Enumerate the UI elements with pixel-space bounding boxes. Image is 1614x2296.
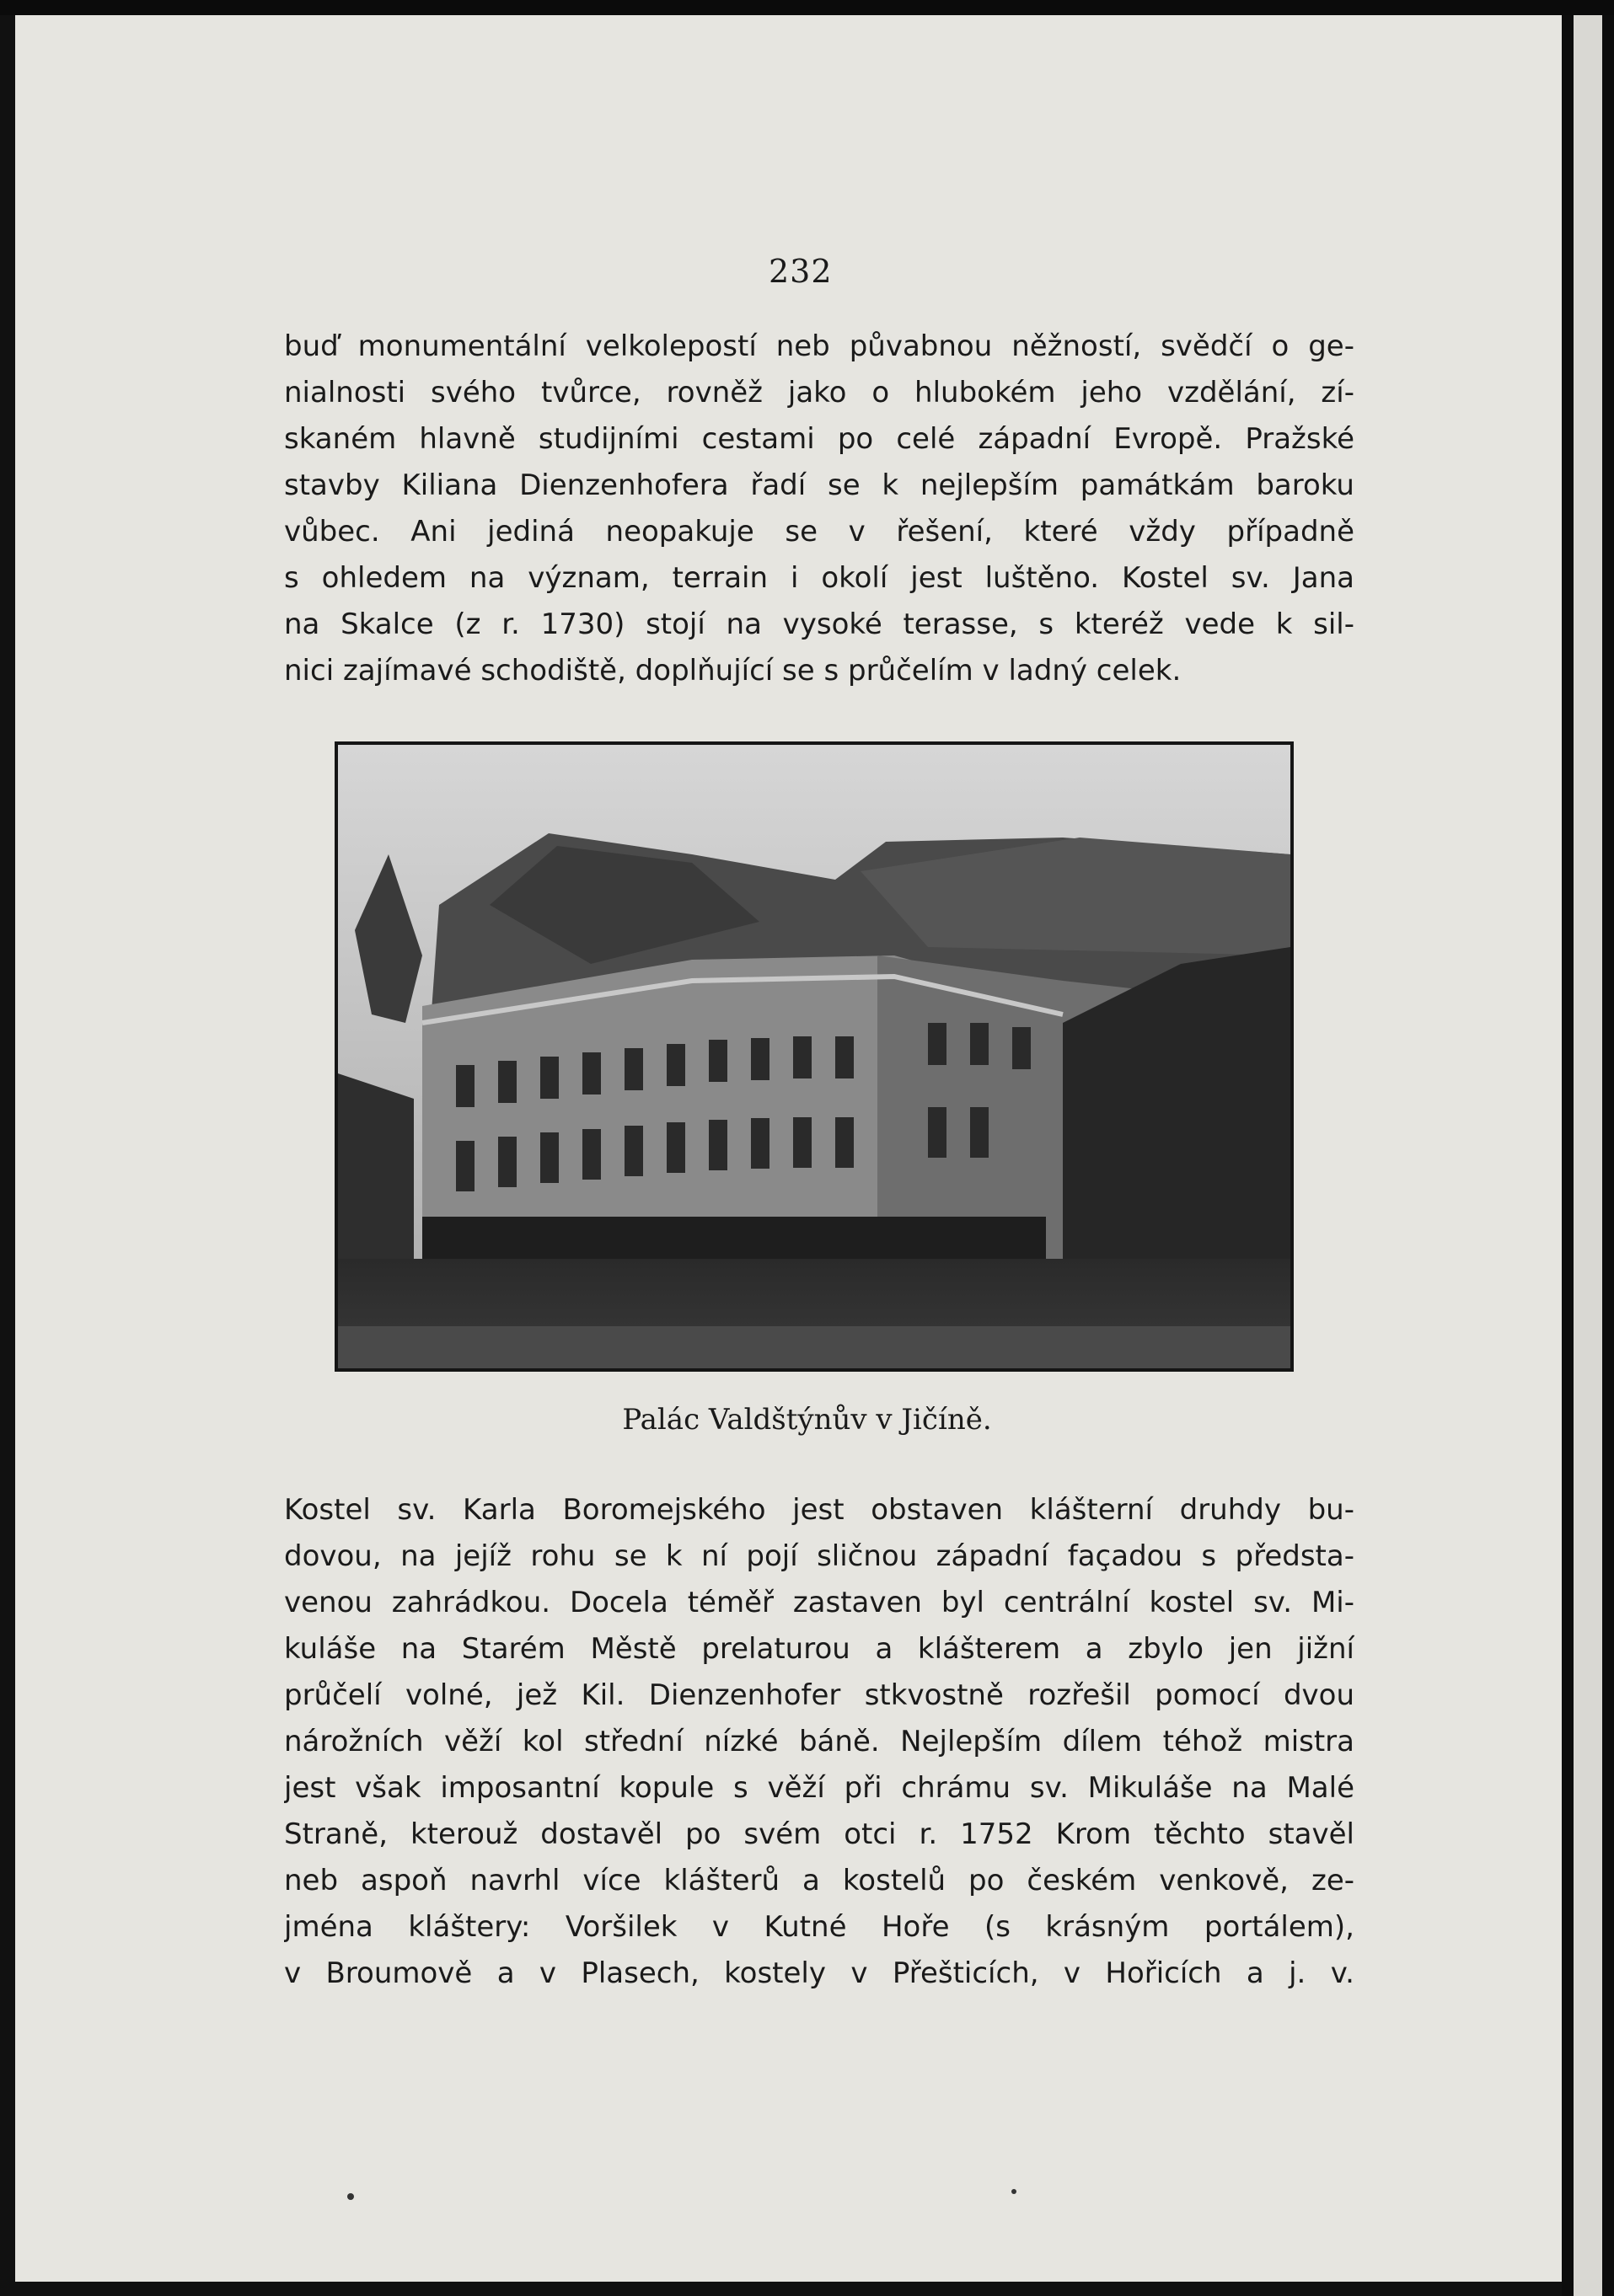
palace-photo-illustration	[338, 745, 1290, 1368]
text-line: jest však imposantní kopule s věží při chrámu sv. Mikuláše na Malé	[284, 1771, 1354, 1805]
text-line: průčelí volné, jež Kil. Dienzenhofer stkvostně rozřešil pomocí dvou	[284, 1678, 1354, 1712]
palace-photograph	[335, 741, 1294, 1372]
paragraph-2	[284, 1487, 1354, 1997]
paragraph-1	[284, 324, 1354, 694]
text-line: v Broumově a v Plasech, kostely v Přešticích, v Hořicích a j. v.	[284, 1956, 1354, 1990]
text-line: nárožních věží kol střední nízké báně. Nejlepším dílem téhož mistra	[284, 1725, 1354, 1758]
figure-caption: Palác Valdštýnův v Jičíně.	[622, 1403, 992, 1437]
scan-border-right	[1562, 15, 1614, 2296]
text-line: neb aspoň navrhl více klášterů a kostelů po českém venkově, ze-	[284, 1864, 1354, 1897]
text-line: nialnosti svého tvůrce, rovněž jako o hlubokém jeho vzdělání, zí-	[284, 376, 1354, 409]
page-number: 232	[769, 253, 833, 290]
text-line: na Skalce (z r. 1730) stojí na vysoké terasse, s kteréž vede k sil-	[284, 607, 1354, 641]
text-line: kuláše na Starém Městě prelaturou a klášterem a zbylo jen jižní	[284, 1632, 1354, 1666]
text-line: jména kláštery: Voršilek v Kutné Hoře (s krásným portálem),	[284, 1910, 1354, 1944]
scan-speck	[347, 2193, 354, 2200]
text-line: venou zahrádkou. Docela téměř zastaven byl centrální kostel sv. Mi-	[284, 1586, 1354, 1619]
text-line: s ohledem na význam, terrain i okolí jest luštěno. Kostel sv. Jana	[284, 561, 1354, 595]
scan-speck	[1011, 2189, 1016, 2194]
text-line: Kostel sv. Karla Boromejského jest obstaven klášterní druhdy bu-	[284, 1493, 1354, 1527]
text-line: buď monumentální velkolepostí neb půvabnou něžností, svědčí o ge-	[284, 329, 1354, 363]
text-line: skaném hlavně studijními cestami po celé západní Evropě. Pražské	[284, 422, 1354, 456]
text-line: vůbec. Ani jediná neopakuje se v řešení, které vždy případně	[284, 515, 1354, 549]
text-line: Straně, kterouž dostavěl po svém otci r. 1752 Krom těchto stavěl	[284, 1817, 1354, 1851]
scan-border-top	[0, 0, 1614, 15]
next-page-sliver	[1574, 15, 1602, 2296]
text-line: stavby Kiliana Dienzenhofera řadí se k nejlepším památkám baroku	[284, 468, 1354, 502]
text-line: nici zajímavé schodiště, doplňující se s průčelím v ladný celek.	[284, 654, 1182, 688]
text-line: dovou, na jejíž rohu se k ní pojí sličnou západní façadou s předsta-	[284, 1539, 1354, 1573]
